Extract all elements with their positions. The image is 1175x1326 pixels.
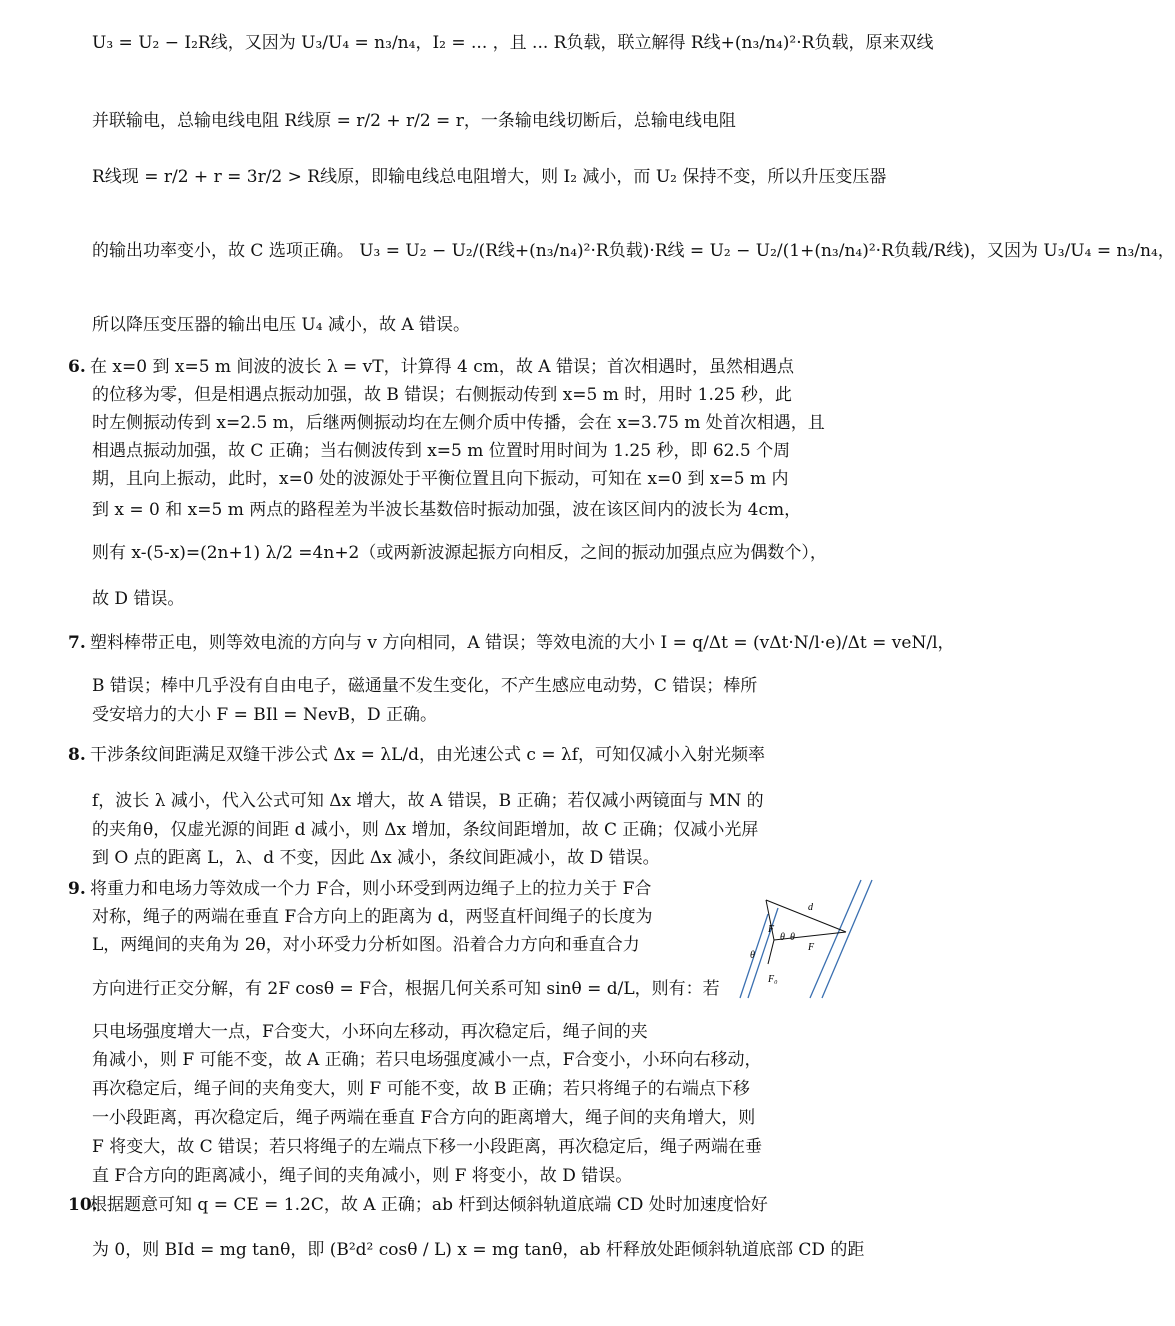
- force-diagram-figure: [738, 880, 874, 998]
- paragraph-line: 并联输电，总输电线电阻 R线原 = r/2 + r/2 = r，一条输电线切断后，总输电线电阻: [92, 111, 736, 131]
- item-number: 10.: [68, 1195, 98, 1215]
- item-number: 9.: [68, 879, 86, 899]
- item-10-line: [68, 1192, 858, 1218]
- item-text: 对称，绳子的两端在垂直 F合方向上的距离为 d，两竖直杆间绳子的长度为: [92, 907, 653, 927]
- item-text: 故 D 错误。: [92, 589, 185, 609]
- item-text: 期，且向上振动，此时，x=0 处的波源处于平衡位置且向下振动，可知在 x=0 到 x=5 m 内: [92, 469, 789, 489]
- item-text: B 错误；棒中几乎没有自由电子，磁通量不发生变化，不产生感应电动势，C 错误；棒所: [92, 676, 758, 696]
- item-9-line: [92, 1047, 858, 1073]
- item-text: 的位移为零，但是相遇点振动加强，故 B 错误；右侧振动传到 x=5 m 时，用时 1.25 秒，此: [92, 385, 792, 405]
- label-f-left: F: [768, 924, 775, 935]
- item-6-line: [68, 354, 858, 380]
- right-rail-inner: [810, 880, 861, 998]
- item-7-line: [92, 673, 858, 699]
- item-number: 7.: [68, 633, 86, 653]
- item-text: L，两绳间的夹角为 2θ，对小环受力分析如图。沿着合力方向和垂直合力: [92, 935, 640, 955]
- item-6-line: [92, 438, 858, 464]
- paragraph-line: U₃ = U₂ − I₂R线，又因为 U₃/U₄ = n₃/n₄，I₂ = ... ，且 ... R负载，联立解得 R线+(n₃/n₄)²·R负载，原来双线: [92, 33, 934, 53]
- distance-d-line: [766, 900, 846, 932]
- item-text: 方向进行正交分解，有 2F cosθ = F合，根据几何关系可知 sinθ = d/L，则有：若: [92, 979, 720, 999]
- item-6-line: [92, 586, 858, 612]
- item-6-line: [92, 466, 858, 492]
- label-d: d: [808, 902, 813, 913]
- item-8-line: [92, 817, 858, 843]
- item-7-line: [68, 630, 955, 656]
- item-number: 8.: [68, 745, 86, 765]
- item-text: 塑料棒带正电，则等效电流的方向与 v 方向相同，A 错误；等效电流的大小 I = q/Δt = (vΔt·N/l·e)/Δt = veN/l，: [90, 633, 955, 653]
- item-text: 则有 x-(5-x)=(2n+1) λ/2 =4n+2（或两新波源起振方向相反，之间的振动加强点应为偶数个），: [92, 543, 827, 563]
- label-theta-3: θ: [750, 950, 755, 961]
- paragraph-line: R线现 = r/2 + r = 3r/2 > R线原，即输电线总电阻增大，则 I₂ 减小，而 U₂ 保持不变，所以升压变压器: [92, 167, 887, 187]
- item-text: 根据题意可知 q = CE = 1.2C，故 A 正确；ab 杆到达倾斜轨道底端 CD 处时加速度恰好: [90, 1195, 768, 1215]
- paragraph-line: 所以降压变压器的输出电压 U₄ 减小，故 A 错误。: [92, 315, 471, 335]
- paragraph-line: 的输出功率变小，故 C 选项正确。 U₃ = U₂ − U₂/(R线+(n₃/n₄)²·R负载)·R线 = U₂ − U₂/(1+(n₃/n₄)²·R负载/R线)，又因为 U₃/U₄ = n₃/n₄，: [92, 241, 1175, 261]
- label-theta-2: θ: [790, 932, 795, 943]
- item-10-line: [92, 1237, 865, 1263]
- item-text: 的夹角θ，仅虚光源的间距 d 减小，则 Δx 增加，条纹间距增加，故 C 正确；仅减小光屏: [92, 820, 759, 840]
- item-text: 在 x=0 到 x=5 m 间波的波长 λ = vT，计算得 4 cm，故 A 错误；首次相遇时，虽然相遇点: [90, 357, 794, 377]
- item-text: 只电场强度增大一点，F合变大，小环向左移动，再次稳定后，绳子间的夹: [92, 1022, 648, 1042]
- item-9-line: [92, 1019, 858, 1045]
- item-text: F 将变大，故 C 错误；若只将绳子的左端点下移一小段距离，再次稳定后，绳子两端在垂: [92, 1137, 763, 1157]
- item-text: 直 F合方向的距离减小，绳子间的夹角减小，则 F 将变小，故 D 错误。: [92, 1166, 633, 1186]
- item-text: 到 x = 0 和 x=5 m 两点的路程差为半波长基数倍时振动加强，波在该区间内的波长为 4cm，: [92, 500, 802, 520]
- item-8-line: [92, 788, 858, 814]
- force-f0-arrow: [768, 940, 774, 964]
- item-9-line: [92, 1134, 858, 1160]
- right-rail-outer: [822, 880, 872, 998]
- item-8-line: [92, 845, 858, 871]
- item-text: 将重力和电场力等效成一个力 F合，则小环受到两边绳子上的拉力关于 F合: [90, 879, 652, 899]
- item-text: f，波长 λ 减小，代入公式可知 Δx 增大，故 A 错误，B 正确；若仅减小两镜面与 MN 的: [92, 791, 764, 811]
- item-6-line: [92, 382, 858, 408]
- item-text: 相遇点振动加强，故 C 正确；当右侧波传到 x=5 m 位置时用时间为 1.25 秒，即 62.5 个周: [92, 441, 791, 461]
- item-text: 一小段距离，再次稳定后，绳子两端在垂直 F合方向的距离增大，绳子间的夹角增大，则: [92, 1108, 756, 1128]
- item-text: 再次稳定后，绳子间的夹角变大，则 F 可能不变，故 B 正确；若只将绳子的右端点下移: [92, 1079, 750, 1099]
- item-8-line: [68, 742, 858, 768]
- item-9-line: [92, 1163, 858, 1189]
- item-text: 到 O 点的距离 L，λ、d 不变，因此 Δx 减小，条纹间距减小，故 D 错误。: [92, 848, 660, 868]
- item-9-line: [92, 1076, 858, 1102]
- item-6-line: [92, 540, 858, 566]
- item-text: 时左侧振动传到 x=2.5 m，后继两侧振动均在左侧介质中传播，会在 x=3.75 m 处首次相遇，且: [92, 413, 825, 433]
- label-f-right: F: [808, 942, 815, 953]
- label-theta-1: θ: [780, 932, 785, 943]
- item-9-line: [92, 1105, 858, 1131]
- item-6-line: [92, 497, 858, 523]
- item-6-line: [92, 410, 858, 436]
- label-f0: F₀: [768, 974, 778, 985]
- item-7-line: [92, 702, 858, 728]
- item-text: 受安培力的大小 F = BIl = NevB，D 正确。: [92, 705, 438, 725]
- item-text: 角减小，则 F 可能不变，故 A 正确；若只电场强度减小一点，F合变小，小环向右移动，: [92, 1050, 762, 1070]
- item-text: 为 0，则 BId = mg tanθ，即 (B²d² cosθ / L) x = mg tanθ，ab 杆释放处距倾斜轨道底部 CD 的距: [92, 1240, 865, 1260]
- item-text: 干涉条纹间距满足双缝干涉公式 Δx = λL/d，由光速公式 c = λf，可知仅减小入射光频率: [90, 745, 766, 765]
- item-number: 6.: [68, 357, 86, 377]
